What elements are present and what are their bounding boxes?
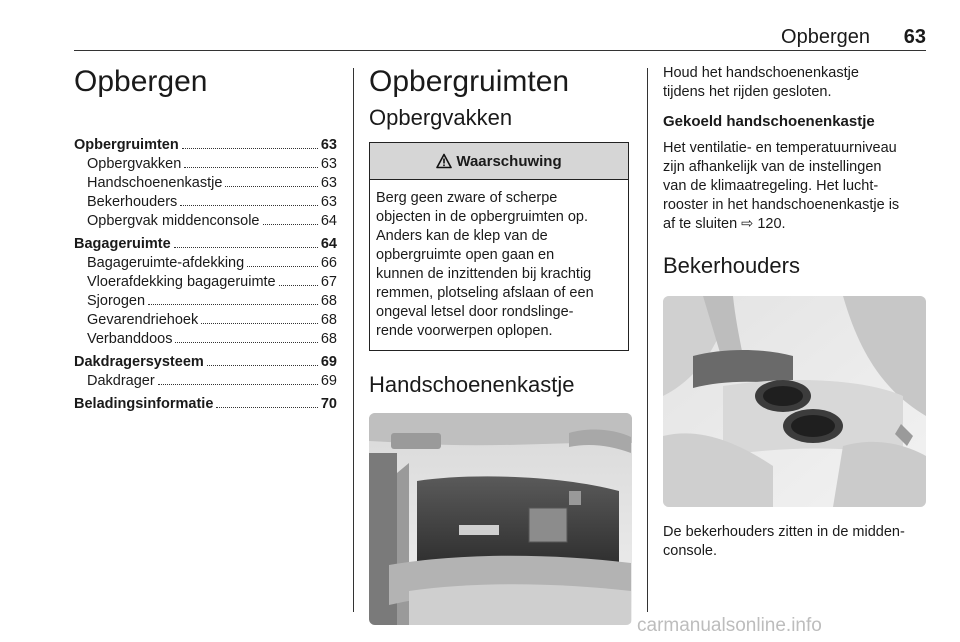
toc-label: Handschoenenkastje: [87, 175, 223, 191]
toc-page-number: 63: [320, 175, 337, 191]
cupholder-photo: [663, 296, 926, 507]
warning-box: [369, 142, 629, 351]
toc-entry[interactable]: [74, 254, 337, 273]
warning-line: remmen, plotseling afslaan of een: [376, 285, 594, 301]
toc-chapter-entry[interactable]: [74, 353, 337, 372]
table-of-contents: [74, 136, 337, 414]
toc-label: Opbergvak middenconsole: [87, 213, 260, 229]
toc-entry[interactable]: [74, 292, 337, 311]
toc-leader-dots: [182, 148, 318, 149]
header-divider: [74, 50, 926, 51]
toc-leader-dots: [247, 266, 318, 267]
warning-line: kunnen de inzittenden bij krachtig: [376, 266, 592, 282]
header-title: Opbergen: [781, 26, 870, 48]
toc-page-number: 67: [320, 274, 337, 290]
toc-leader-dots: [201, 323, 318, 324]
toc-label: Dakdrager: [87, 373, 155, 389]
section-title-opbergruimten: Opbergruimten: [369, 65, 570, 98]
toc-label: Vloerafdekking bagageruimte: [87, 274, 276, 290]
toc-chapter-entry[interactable]: [74, 136, 337, 155]
caption-line: De bekerhouders zitten in de midden-: [663, 524, 905, 540]
chapter-title: Opbergen: [74, 65, 208, 98]
toc-leader-dots: [148, 304, 318, 305]
toc-label: Gevarendriehoek: [87, 312, 199, 328]
toc-page-number: 63: [320, 156, 337, 172]
toc-column: [74, 64, 337, 414]
toc-entry[interactable]: [74, 193, 337, 212]
text-line: Het ventilatie- en temperatuurniveau: [663, 140, 897, 156]
toc-entry[interactable]: [74, 155, 337, 174]
glovebox-intro-text: [663, 64, 926, 102]
warning-triangle-icon: [436, 153, 452, 169]
toc-label: Dakdragersysteem: [74, 354, 204, 370]
toc-page-number: 68: [320, 293, 337, 309]
toc-leader-dots: [207, 365, 318, 366]
toc-page-number: 64: [320, 213, 337, 229]
toc-label: Sjorogen: [87, 293, 146, 309]
watermark: carmanualsonline.info: [637, 615, 822, 636]
warning-header: [370, 143, 628, 180]
toc-chapter-entry[interactable]: [74, 235, 337, 254]
page-number: 63: [903, 26, 926, 48]
column-divider-1: [353, 68, 354, 612]
cooled-glovebox-heading: Gekoeld handschoenenkastje: [663, 113, 875, 130]
toc-leader-dots: [279, 285, 318, 286]
text-line: zijn afhankelijk van de instellingen: [663, 159, 882, 175]
text-line: van de klimaatregeling. Het lucht-: [663, 178, 879, 194]
toc-leader-dots: [225, 186, 317, 187]
warning-heading: Waarschuwing: [456, 152, 562, 170]
toc-leader-dots: [216, 407, 317, 408]
toc-page-number: 64: [320, 236, 337, 252]
toc-page-number: 68: [320, 331, 337, 347]
toc-label: Bagageruimte-afdekking: [87, 255, 245, 271]
toc-label: Bekerhouders: [87, 194, 178, 210]
toc-entry[interactable]: [74, 372, 337, 391]
toc-leader-dots: [175, 342, 317, 343]
toc-label: Beladingsinformatie: [74, 396, 214, 412]
warning-line: ongeval letsel door rondslinge-: [376, 304, 574, 320]
warning-text: [370, 180, 628, 350]
toc-page-number: 70: [320, 396, 337, 412]
glovebox-photo: [369, 413, 632, 625]
toc-entry[interactable]: [74, 174, 337, 193]
toc-label: Verbanddoos: [87, 331, 173, 347]
toc-page-number: 68: [320, 312, 337, 328]
toc-page-number: 63: [320, 194, 337, 210]
toc-chapter-entry[interactable]: [74, 395, 337, 414]
toc-page-number: 69: [320, 373, 337, 389]
toc-label: Opbergvakken: [87, 156, 182, 172]
page-header: [74, 26, 926, 50]
section-title-bekerhouders: Bekerhouders: [663, 253, 800, 278]
toc-label: Opbergruimten: [74, 137, 179, 153]
cupholder-caption: [663, 523, 926, 561]
toc-leader-dots: [180, 205, 318, 206]
subsection-title-opbergvakken: Opbergvakken: [369, 105, 513, 130]
warning-line: rende voorwerpen oplopen.: [376, 323, 553, 339]
toc-entry[interactable]: [74, 330, 337, 349]
column-2: [369, 64, 632, 625]
text-line: rooster in het handschoenenkastje is: [663, 197, 900, 213]
warning-line: Anders kan de klep van de: [376, 228, 548, 244]
toc-leader-dots: [174, 247, 318, 248]
warning-line: objecten in de opbergruimten op.: [376, 209, 589, 225]
toc-leader-dots: [184, 167, 318, 168]
section-title-handschoenenkastje: Handschoenenkastje: [369, 372, 575, 397]
toc-leader-dots: [263, 224, 318, 225]
column-3: [663, 64, 926, 561]
toc-label: Bagageruimte: [74, 236, 171, 252]
cooled-glovebox-text: [663, 139, 926, 234]
text-line: af te sluiten ⇨ 120.: [663, 216, 786, 232]
toc-page-number: 66: [320, 255, 337, 271]
warning-line: opbergruimte open gaan en: [376, 247, 555, 263]
toc-entry[interactable]: [74, 273, 337, 292]
text-line: tijdens het rijden gesloten.: [663, 84, 832, 100]
toc-page-number: 63: [320, 137, 337, 153]
text-line: Houd het handschoenenkastje: [663, 65, 859, 81]
toc-leader-dots: [158, 384, 318, 385]
toc-entry[interactable]: [74, 212, 337, 231]
toc-page-number: 69: [320, 354, 337, 370]
toc-entry[interactable]: [74, 311, 337, 330]
warning-line: Berg geen zware of scherpe: [376, 190, 558, 206]
column-divider-2: [647, 68, 648, 612]
caption-line: console.: [663, 543, 718, 559]
